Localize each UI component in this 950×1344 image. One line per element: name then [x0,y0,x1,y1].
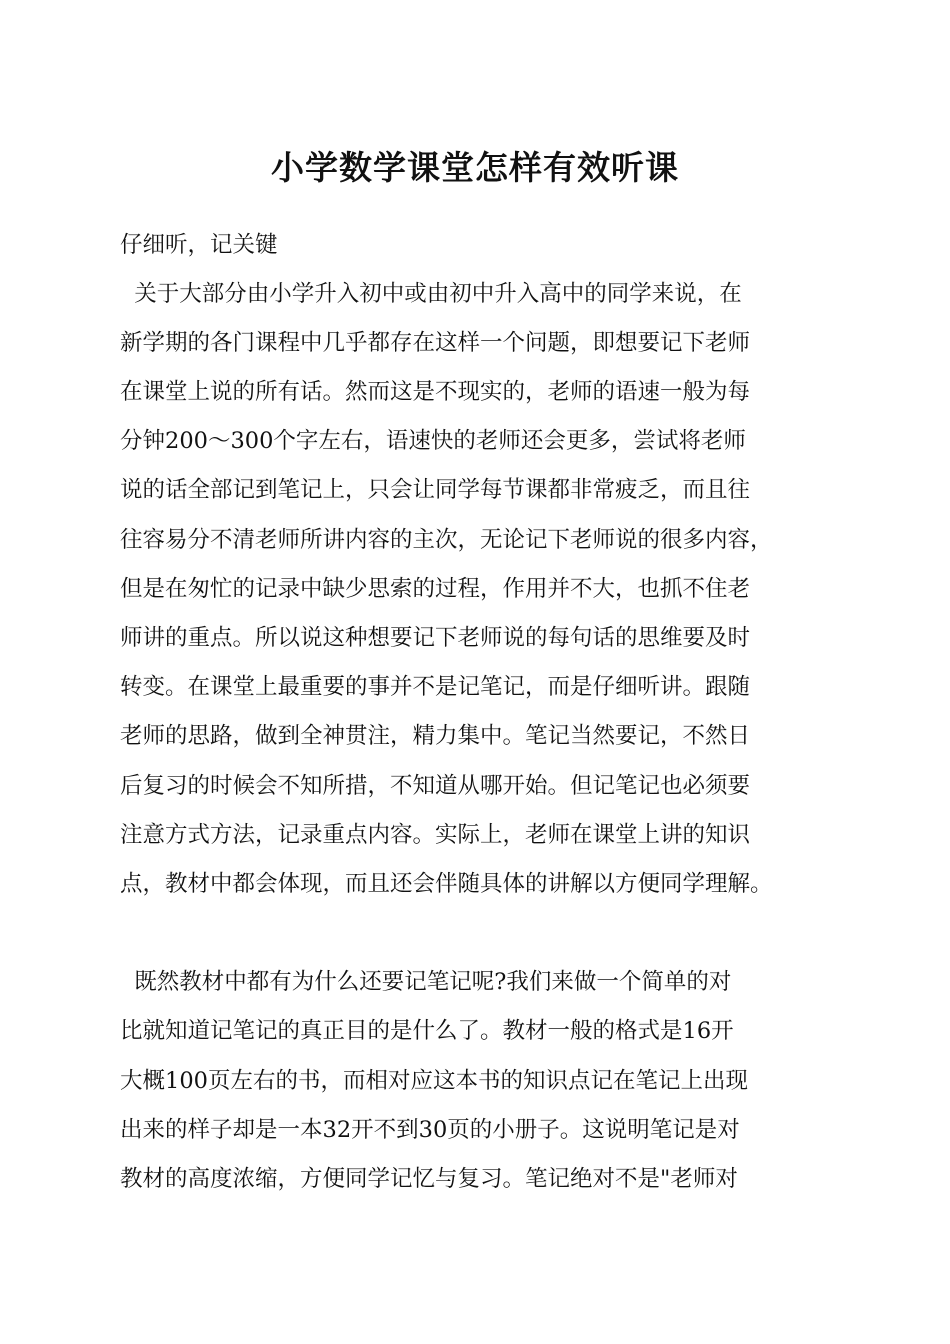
text-line: 分钟200～300个字左右，语速快的老师还会更多，尝试将老师 [120,428,746,454]
text-line: 点，教材中都会体现，而且还会伴随具体的讲解以方便同学理解。 [120,871,773,897]
text-line: 比就知道记笔记的真正目的是什么了。教材一般的格式是16开 [120,1018,734,1044]
text-line: 出来的样子却是一本32开不到30页的小册子。这说明笔记是对 [120,1117,740,1143]
text-line: 说的话全部记到笔记上，只会让同学每节课都非常疲乏，而且往 [120,477,751,503]
text-line: 新学期的各门课程中几乎都存在这样一个问题，即想要记下老师 [120,330,751,356]
text-line: 教材的高度浓缩，方便同学记忆与复习。笔记绝对不是"老师对 [120,1166,738,1192]
section-heading: 仔细听，记关键 [120,232,278,258]
text-line: 老师的思路，做到全神贯注，精力集中。笔记当然要记，不然日 [120,723,751,749]
text-line: 既然教材中都有为什么还要记笔记呢?我们来做一个简单的对 [120,969,732,995]
text-line: 转变。在课堂上最重要的事并不是记笔记，而是仔细听讲。跟随 [120,674,751,700]
text-line: 往容易分不清老师所讲内容的主次，无论记下老师说的很多内容， [120,527,773,553]
text-line: 大概100页左右的书，而相对应这本书的知识点记在笔记上出现 [120,1068,748,1094]
text-line: 在课堂上说的所有话。然而这是不现实的，老师的语速一般为每 [120,379,751,405]
text-line: 关于大部分由小学升入初中或由初中升入高中的同学来说，在 [120,281,742,307]
text-line: 后复习的时候会不知所措，不知道从哪开始。但记笔记也必须要 [120,773,751,799]
text-line: 但是在匆忙的记录中缺少思索的过程，作用并不大，也抓不住老 [120,576,751,602]
document-title: 小学数学课堂怎样有效听课 [271,148,679,187]
text-line: 注意方式方法，记录重点内容。实际上，老师在课堂上讲的知识 [120,822,751,848]
text-line: 师讲的重点。所以说这种想要记下老师说的每句话的思维要及时 [120,625,751,651]
